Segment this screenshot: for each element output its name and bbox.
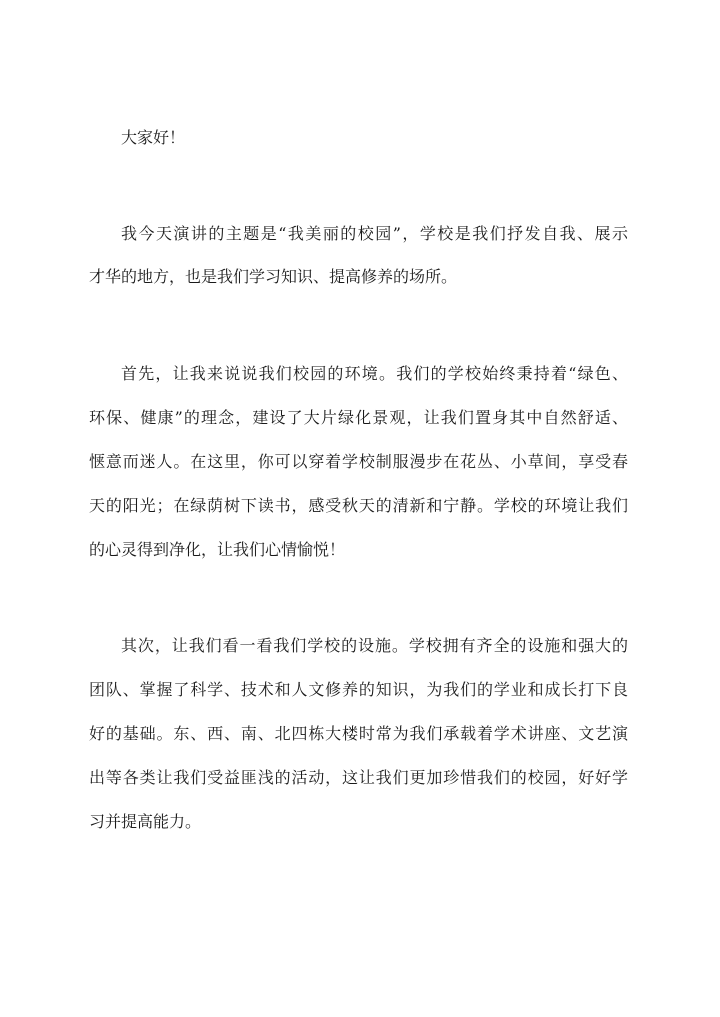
paragraph-environment-line: 首先，让我来说说我们校园的环境。我们的学校始终秉持着“绿色、 — [121, 364, 628, 383]
greeting-line: 大家好！ — [121, 128, 186, 147]
paragraph-environment-line: 惬意而迷人。在这里，你可以穿着学校制服漫步在花丛、小草间，享受春 — [89, 452, 628, 471]
paragraph-environment-line: 环保、健康”的理念，建设了大片绿化景观，让我们置身其中自然舒适、 — [89, 408, 628, 427]
paragraph-environment-line: 的心灵得到净化，让我们心情愉悦！ — [89, 540, 346, 559]
paragraph-facilities-line: 好的基础。东、西、南、北四栋大楼时常为我们承载着学术讲座、文艺演 — [89, 724, 628, 743]
paragraph-facilities-line: 其次，让我们看一看我们学校的设施。学校拥有齐全的设施和强大的 — [121, 636, 628, 655]
paragraph-environment-line: 天的阳光；在绿荫树下读书，感受秋天的清新和宁静。学校的环境让我们 — [89, 496, 628, 515]
paragraph-facilities-line: 团队、掌握了科学、技术和人文修养的知识，为我们的学业和成长打下良 — [89, 680, 628, 699]
paragraph-topic-line: 我今天演讲的主题是“我美丽的校园”，学校是我们抒发自我、展示 — [121, 224, 628, 243]
paragraph-facilities-line: 习并提高能力。 — [89, 812, 202, 831]
paragraph-facilities-line: 出等各类让我们受益匪浅的活动，这让我们更加珍惜我们的校园，好好学 — [89, 768, 628, 787]
paragraph-topic-line: 才华的地方，也是我们学习知识、提高修养的场所。 — [89, 267, 458, 286]
